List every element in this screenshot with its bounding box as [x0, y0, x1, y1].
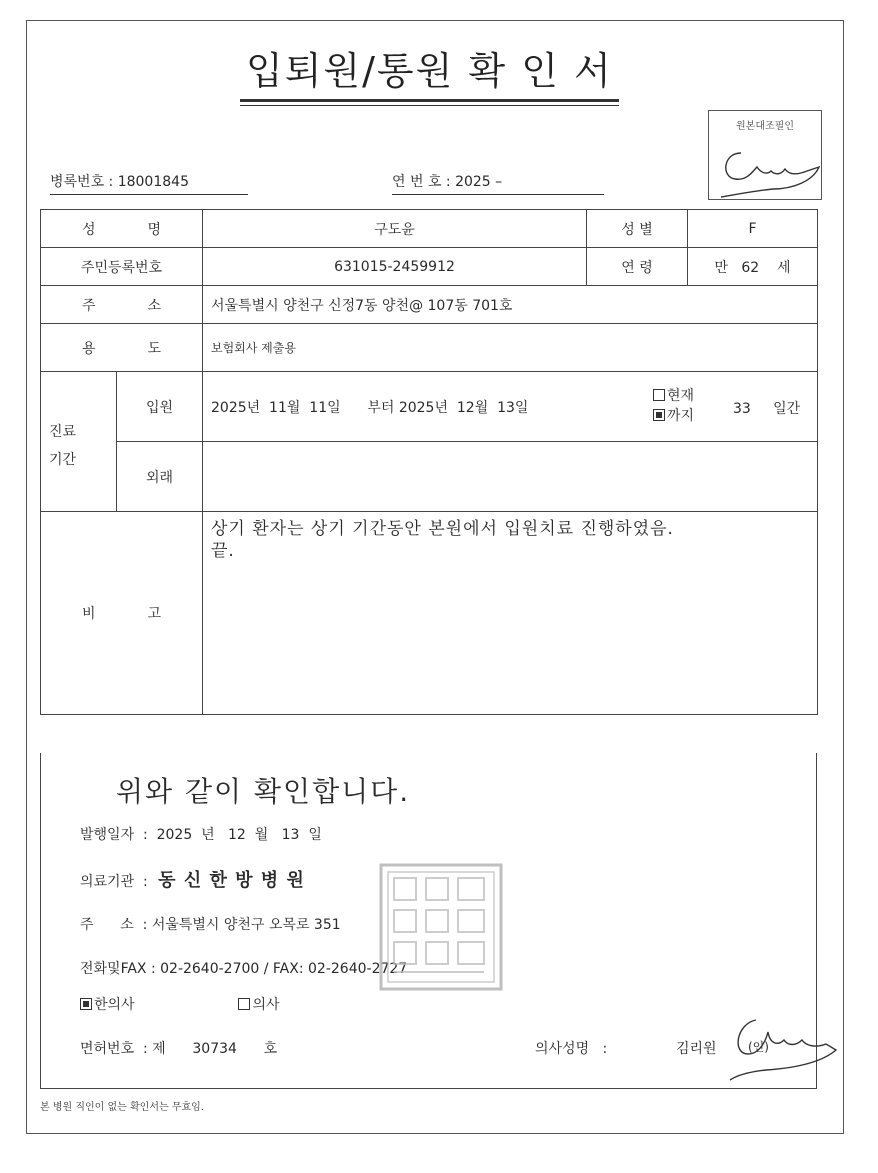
- remarks-label-cell: [41, 512, 203, 715]
- name-label-cell: [41, 210, 203, 248]
- age-suffix: 세: [777, 259, 791, 276]
- footnote: 본 병원 직인이 없는 확인서는 무효임.: [40, 1102, 204, 1113]
- institution-row: [80, 866, 305, 892]
- purpose-label: 용: [81, 340, 96, 357]
- document-title: 입퇴원/통원 확 인 서: [240, 40, 619, 102]
- period-label-cell: [41, 372, 117, 512]
- checkbox-empty-icon: [653, 389, 665, 401]
- institution-phone: 전화및FAX : 02-2640-2700 / FAX: 02-2640-2727: [80, 961, 408, 977]
- confirmation-statement: 위와 같이 확인합니다.: [116, 775, 411, 808]
- registration-number: 병록번호 : 18001845: [50, 174, 189, 190]
- purpose-label-cell: [41, 324, 203, 372]
- patient-name: 구도윤: [203, 210, 587, 248]
- until-label: 까지: [667, 408, 695, 424]
- doctor-type-row: [80, 994, 280, 1014]
- status-checkboxes: [653, 386, 694, 426]
- institution-label: 의료기관 :: [80, 874, 148, 890]
- registration-underline: [50, 194, 248, 195]
- remarks-cell: [203, 512, 818, 715]
- original-verification-box: [708, 110, 822, 200]
- hospital-seal-icon: [378, 862, 504, 992]
- doctor-name-label: 의사성명 :: [535, 1041, 608, 1057]
- age-prefix: 만: [714, 259, 728, 276]
- oriental-doctor-label: 한의사: [94, 997, 135, 1013]
- rrn-label: 주민등록번호: [41, 248, 203, 286]
- name-label: 성: [81, 221, 96, 238]
- institution-name: 동 신 한 방 병 원: [158, 870, 305, 891]
- serial-number: 연 번 호 : 2025 –: [392, 174, 503, 190]
- checkbox-checked-icon: [653, 409, 665, 421]
- outpatient-label: 외래: [117, 442, 203, 512]
- current-label: 현재: [667, 388, 695, 404]
- seal-mark: (인): [748, 1040, 769, 1054]
- patient-info-table: [40, 209, 818, 715]
- period-label-top: 진료: [49, 423, 77, 440]
- doctor-name: 김리원: [676, 1041, 717, 1057]
- remarks-label-2: 고: [147, 606, 162, 622]
- age-label: 연 령: [587, 248, 688, 286]
- sex-label: 성 별: [587, 210, 688, 248]
- purpose-value: 보험회사 제출용: [203, 324, 818, 372]
- verification-signature-icon: [713, 133, 821, 199]
- verification-label: 원본대조필인: [736, 121, 794, 132]
- inpatient-period: 2025년 11월 11일 부터 2025년 12월 13일: [211, 399, 529, 416]
- doctor-signature-icon: [726, 1010, 838, 1082]
- inpatient-label: 입원: [117, 372, 203, 442]
- days-suffix: 일간: [773, 401, 801, 417]
- doctor-checkbox[interactable]: [238, 997, 279, 1013]
- issue-date: 발행일자 : 2025 년 12 월 13 일: [80, 827, 322, 843]
- checkbox-empty-icon: [238, 998, 250, 1010]
- license-number: 면허번호 : 제 30734 호: [80, 1041, 278, 1057]
- remarks-label: 비: [81, 606, 96, 622]
- days-count: 33: [733, 401, 751, 417]
- patient-address: 서울특별시 양천구 신정7동 양천@ 107동 701호: [203, 286, 818, 324]
- remarks-text: 상기 환자는 상기 기간동안 본원에서 입원치료 진행하였음.: [211, 519, 674, 539]
- days-group: [733, 398, 800, 418]
- hospital-seal: [378, 862, 504, 992]
- inpatient-cell: [203, 372, 818, 442]
- doctor-label: 의사: [252, 997, 280, 1013]
- current-checkbox[interactable]: [653, 388, 694, 404]
- checkbox-checked-icon: [80, 998, 92, 1010]
- oriental-doctor-checkbox[interactable]: [80, 997, 135, 1013]
- patient-rrn: 631015-2459912: [203, 248, 587, 286]
- address-label-cell: [41, 286, 203, 324]
- address-label: 주: [81, 297, 96, 314]
- patient-sex: F: [688, 210, 818, 248]
- purpose-label-2: 도: [147, 340, 162, 357]
- serial-underline: [392, 194, 604, 195]
- patient-age: 62: [741, 259, 760, 276]
- until-checkbox[interactable]: [653, 408, 694, 424]
- remarks-end: 끝.: [211, 541, 235, 561]
- age-cell: [688, 248, 818, 286]
- name-label-2: 명: [147, 221, 162, 238]
- period-label-bottom: 기간: [49, 451, 77, 468]
- address-label-2: 소: [147, 297, 162, 314]
- institution-address: 주 소 : 서울특별시 양천구 오목로 351: [80, 917, 341, 933]
- outpatient-value: [203, 442, 818, 512]
